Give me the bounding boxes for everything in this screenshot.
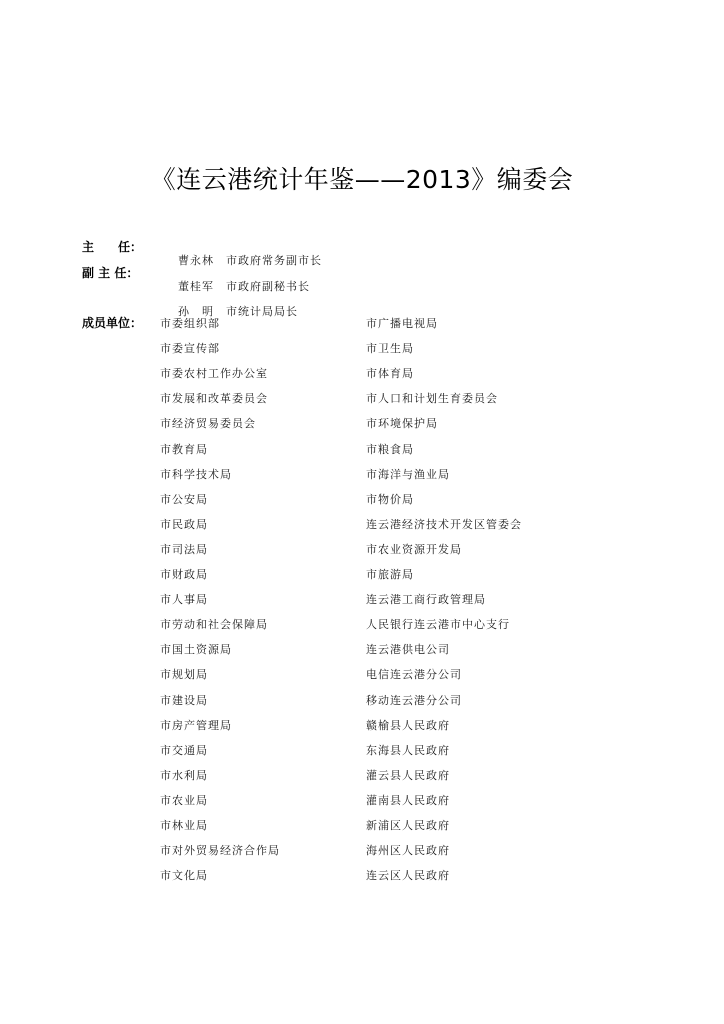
member-unit-left: 市农业局 [160,793,208,807]
member-unit-right: 市粮食局 [366,442,414,456]
member-unit-right: 人民银行连云港市中心支行 [366,618,510,632]
member-unit-right: 市体育局 [366,367,414,381]
member-unit-right: 灌云县人民政府 [366,768,450,782]
member-unit-right: 市人口和计划生育委员会 [366,392,498,406]
member-unit-right: 新浦区人民政府 [366,819,450,832]
member-unit-left: 市文化局 [160,869,208,883]
member-unit-right: 市海洋与渔业局 [366,467,450,481]
member-unit-right: 市环境保护局 [366,417,438,431]
member-unit-left: 市规划局 [160,668,208,682]
member-unit-right: 连云区人民政府 [366,869,450,883]
member-unit-left: 市人事局 [160,593,208,607]
member-unit-left: 市发展和改革委员会 [160,392,268,406]
member-unit-right: 市卫生局 [366,342,414,356]
director-post: 市政府常务副市长 [226,254,322,267]
member-unit-left: 市建设局 [160,693,208,707]
member-unit-left: 市科学技术局 [160,467,232,481]
member-unit-left: 市教育局 [160,442,208,456]
member-unit-right: 连云港经济技术开发区管委会 [366,517,522,531]
member-unit-right: 连云港工商行政管理局 [366,593,486,607]
member-unit-right: 电信连云港分公司 [366,668,462,682]
deputy-director-label: 副 主 任： [82,266,139,280]
member-unit-left: 市委农村工作办公室 [160,367,268,381]
member-unit-right: 东海县人民政府 [366,743,450,757]
member-unit-left: 市民政局 [160,517,208,531]
member-unit-right: 市广播电视局 [366,317,438,330]
member-unit-left: 市经济贸易委员会 [160,417,256,431]
member-unit-left: 市司法局 [160,542,208,556]
member-units-label: 成员单位： [82,316,143,330]
member-unit-left: 市财政局 [160,568,208,581]
member-unit-right: 海州区人民政府 [366,844,450,858]
member-unit-left: 市房产管理局 [160,718,232,732]
member-unit-left: 市劳动和社会保障局 [160,618,268,632]
deputy-director-post: 市政府副秘书长 [226,280,310,293]
page-title: 《连云港统计年鉴——2013》编委会 [150,165,574,194]
member-unit-left: 市林业局 [160,819,208,832]
member-unit-left: 市公安局 [160,492,208,506]
member-unit-left: 市委宣传部 [160,342,220,356]
member-unit-right: 灌南县人民政府 [366,793,450,807]
director-name: 曹永林 [178,254,214,267]
member-unit-right: 市农业资源开发局 [366,542,462,556]
member-unit-right: 市物价局 [366,492,414,506]
member-unit-right: 市旅游局 [366,568,414,581]
member-unit-left: 市委组织部 [160,317,220,330]
member-unit-left: 市国土资源局 [160,643,232,657]
director-label: 主 任： [82,240,143,254]
member-unit-right: 连云港供电公司 [366,643,450,657]
member-unit-right: 赣榆县人民政府 [366,718,450,732]
member-unit-right: 移动连云港分公司 [366,693,462,707]
deputy-director-name: 董桂军 [178,280,214,293]
deputy-director-name: 孙 明 [178,305,214,318]
member-unit-left: 市水利局 [160,768,208,782]
member-unit-left: 市对外贸易经济合作局 [160,844,280,858]
deputy-director-post: 市统计局局长 [226,305,298,318]
member-unit-left: 市交通局 [160,743,208,757]
